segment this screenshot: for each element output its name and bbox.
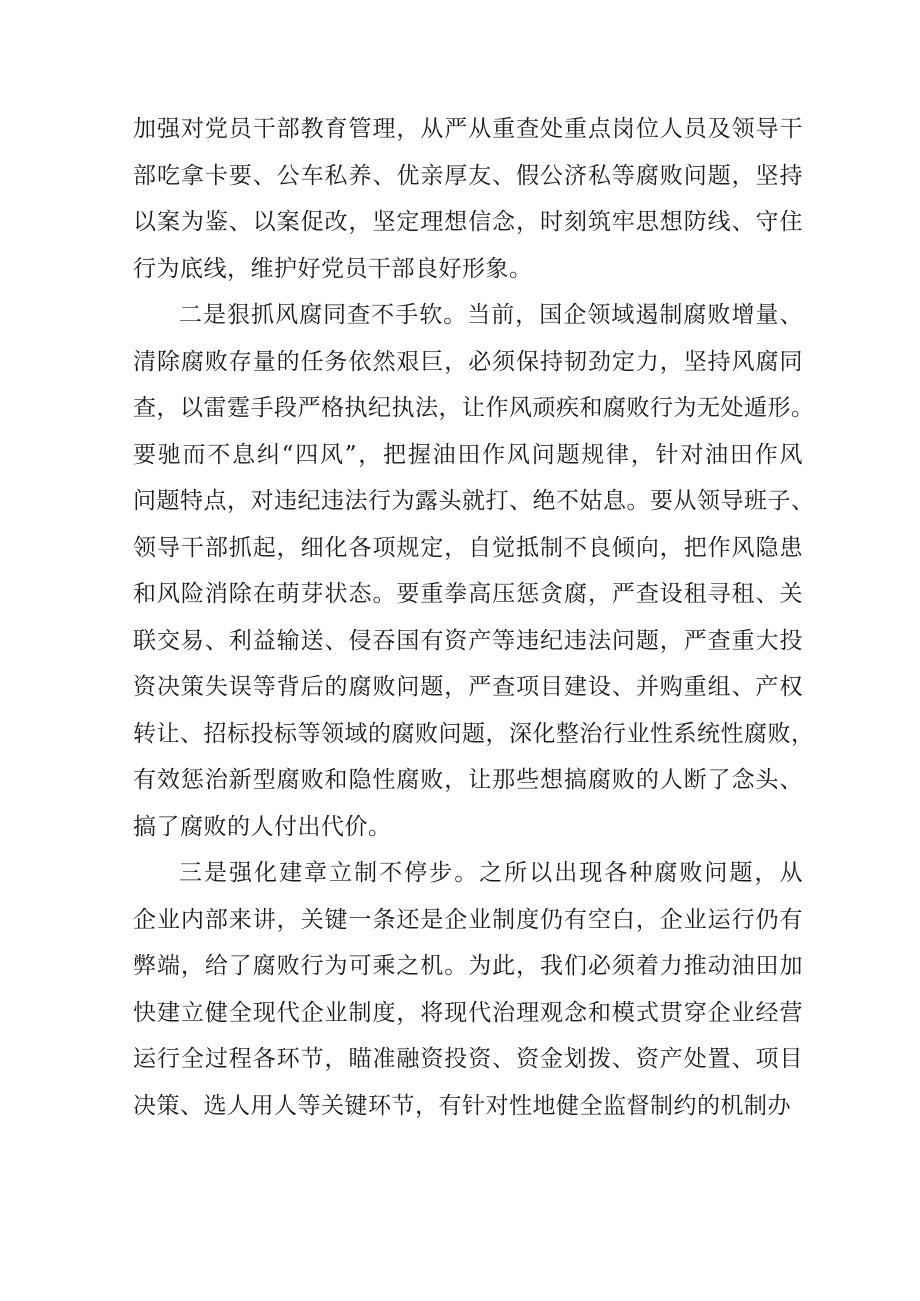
text-line: 资决策失误等背后的腐败问题，严查项目建设、并购重组、产权 bbox=[133, 674, 803, 700]
text-line: 行为底线，维护好党员干部良好形象。 bbox=[133, 255, 533, 282]
text-line: 快建立健全现代企业制度，将现代治理观念和模式贯穿企业经营 bbox=[133, 999, 803, 1026]
document-body bbox=[133, 106, 815, 1129]
text-line: 运行全过程各环节，瞄准融资投资、资金划拨、资产处置、项目 bbox=[133, 1046, 803, 1072]
text-line: 二是狠抓风腐同查不手软。当前，国企领域遏制腐败增量、 bbox=[179, 302, 803, 328]
text-line: 问题特点，对违纪违法行为露头就打、绝不姑息。要从领导班子、 bbox=[133, 488, 815, 514]
text-line: 和风险消除在萌芽状态。要重拳高压惩贪腐，严查设租寻租、关 bbox=[133, 581, 803, 607]
paragraph-1 bbox=[133, 106, 803, 292]
text-line: 要驰而不息纠“四风”，把握油田作风问题规律，针对油田作风 bbox=[133, 441, 803, 468]
text-line: 以案为鉴、以案促改，坚定理想信念，时刻筑牢思想防线、守住 bbox=[133, 209, 803, 235]
text-line: 部吃拿卡要、公车私养、优亲厚友、假公济私等腐败问题，坚持 bbox=[133, 162, 803, 189]
text-line: 查，以雷霆手段严格执纪执法，让作风顽疾和腐败行为无处遁形。 bbox=[133, 395, 815, 421]
text-line: 三是强化建章立制不停步。之所以出现各种腐败问题，从 bbox=[179, 860, 803, 886]
text-line: 领导干部抓起，细化各项规定，自觉抵制不良倾向，把作风隐患 bbox=[133, 534, 803, 561]
text-line: 企业内部来讲，关键一条还是企业制度仍有空白，企业运行仍有 bbox=[133, 906, 803, 933]
text-line: 清除腐败存量的任务依然艰巨，必须保持韧劲定力，坚持风腐同 bbox=[133, 348, 803, 375]
text-line: 联交易、利益输送、侵吞国有资产等违纪违法问题，严查重大投 bbox=[133, 627, 803, 654]
text-line: 转让、招标投标等领域的腐败问题，深化整治行业性系统性腐败， bbox=[133, 720, 815, 747]
text-line: 加强对党员干部教育管理，从严从重查处重点岗位人员及领导干 bbox=[133, 116, 803, 142]
text-line: 有效惩治新型腐败和隐性腐败，让那些想搞腐败的人断了念头、 bbox=[133, 767, 803, 793]
text-line: 搞了腐败的人付出代价。 bbox=[133, 813, 392, 840]
text-line: 决策、选人用人等关键环节，有针对性地健全监督制约的机制办 bbox=[133, 1092, 791, 1119]
paragraph-2 bbox=[133, 292, 815, 850]
text-line: 弊端，给了腐败行为可乘之机。为此，我们必须着力推动油田加 bbox=[133, 953, 803, 979]
paragraph-3 bbox=[133, 850, 803, 1129]
